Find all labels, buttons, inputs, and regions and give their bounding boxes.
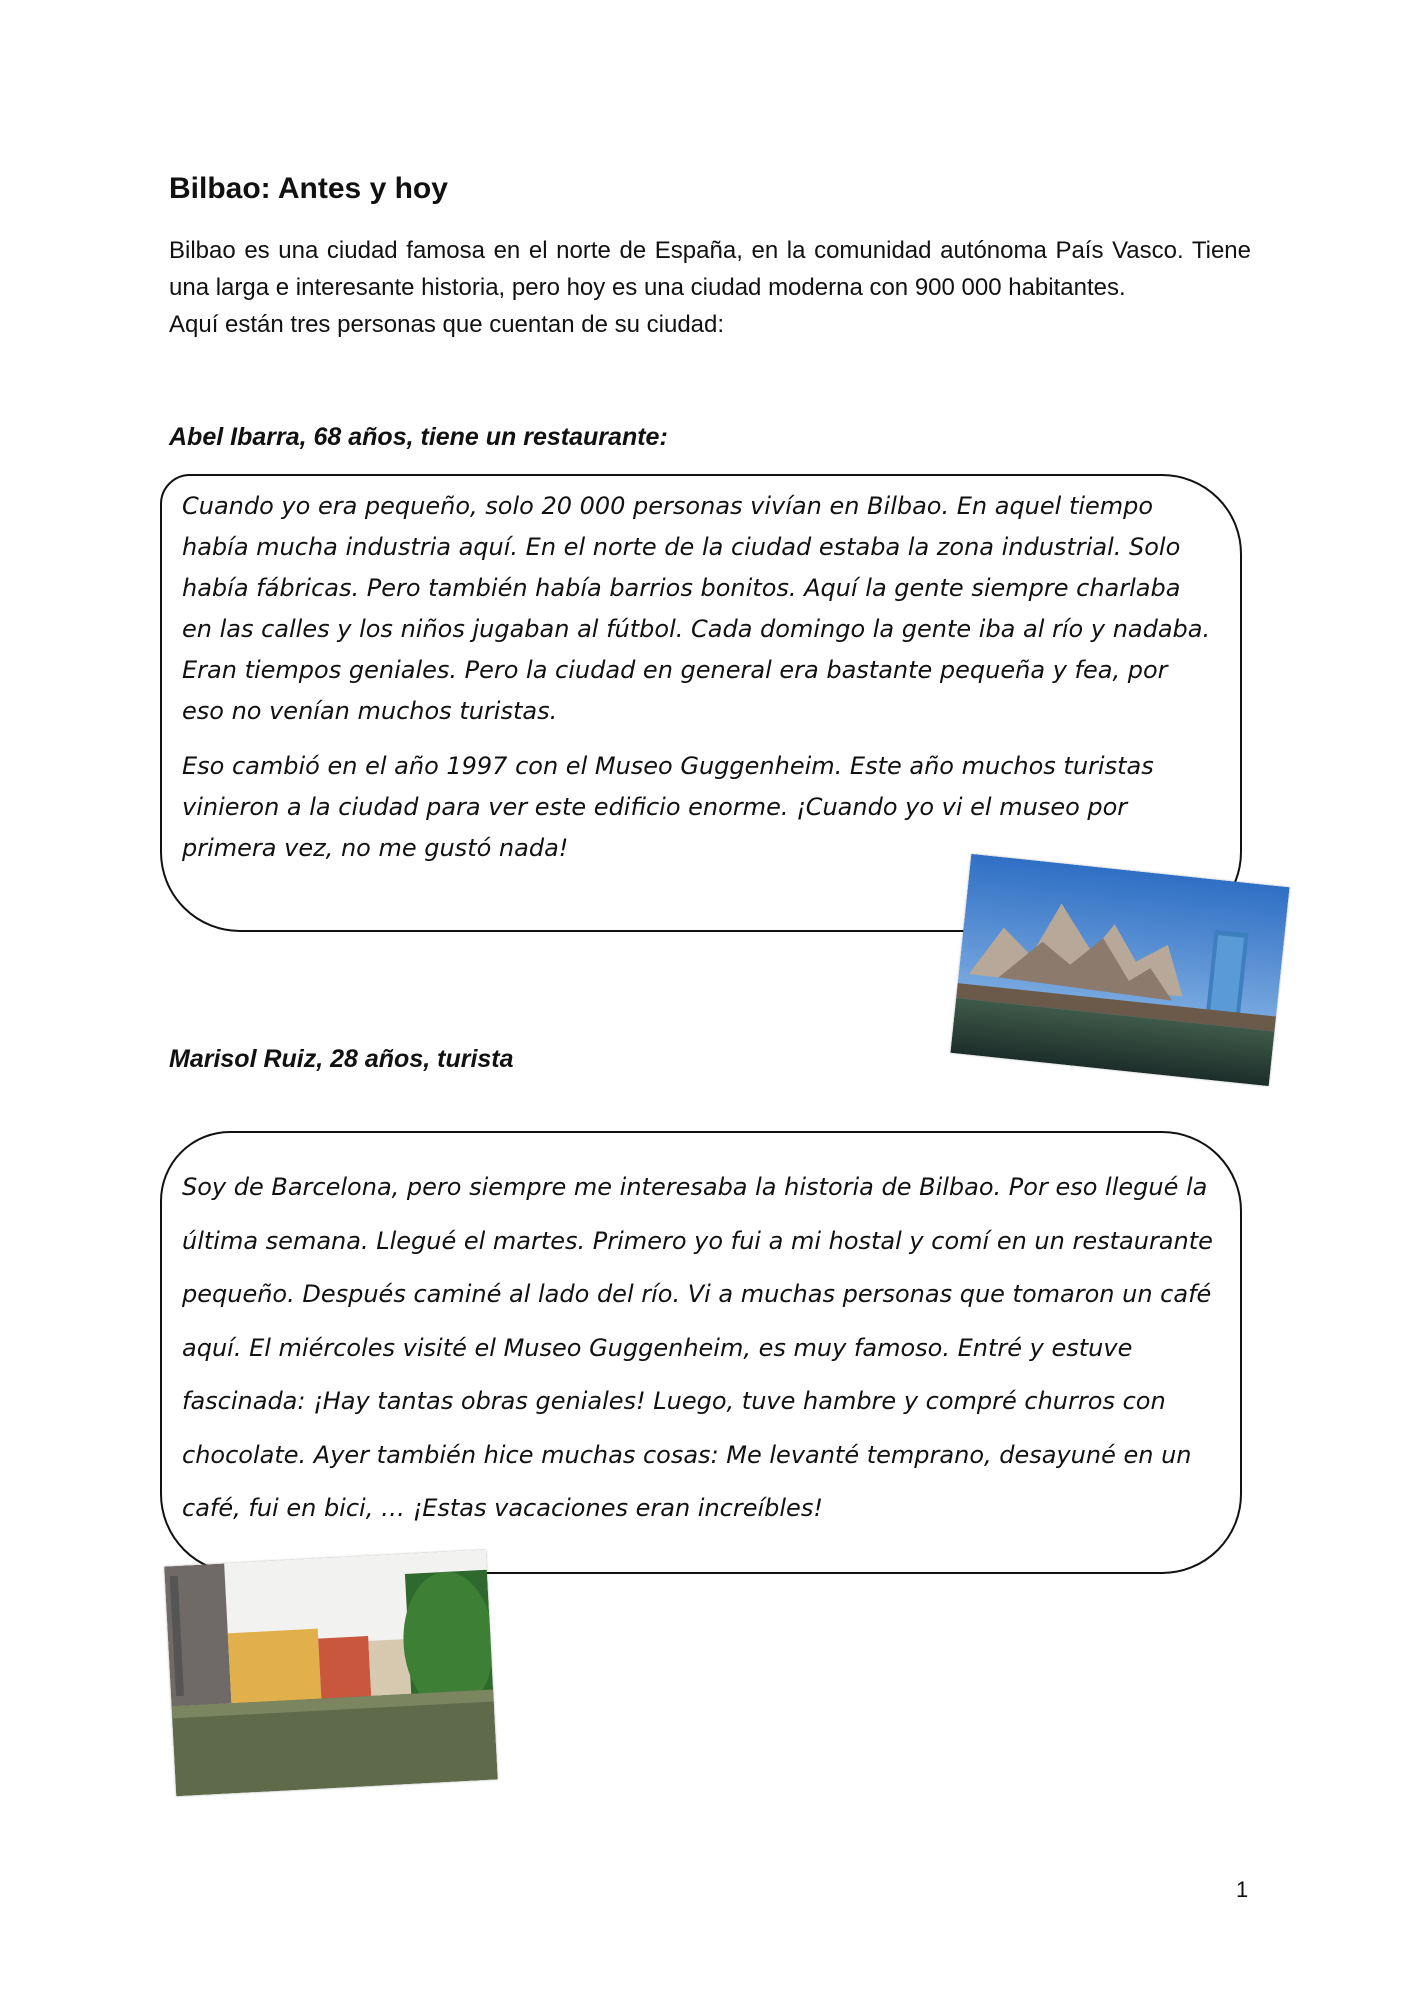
intro-lead: Aquí están tres personas que cuentan de su ciudad: <box>169 311 725 338</box>
page-title: Bilbao: Antes y hoy <box>169 172 448 205</box>
intro-text <box>169 232 1251 343</box>
speaker-label-abel: Abel Ibarra, 68 años, tiene un restaurante: <box>169 423 668 451</box>
speaker-label-marisol: Marisol Ruiz, 28 años, turista <box>169 1045 514 1073</box>
speech-paragraph: Eso cambió en el año 1997 con el Museo Guggenheim. Este año muchos turistas vinieron a la ciudad para ver este edificio enorme. ¡Cuando yo vi el museo por primera vez, no me gustó nada! <box>182 752 1154 862</box>
speech-bubble-marisol <box>160 1131 1242 1574</box>
speech-paragraph: Soy de Barcelona, pero siempre me interesaba la historia de Bilbao. Por eso llegué la última semana. Llegué el martes. Primero yo fui a mi hostal y comí en un restaurante pequeño. Después caminé al lado del río. Vi a muchas personas que tomaron un café aquí. El miércoles visité el Museo Guggenheim, es muy famoso. Entré y estuve fascinada: ¡Hay tantas obras geniales! Luego, tuve hambre y compré churros con chocolate. Ayer también hice muchas cosas: Me levanté temprano, desayuné en un café, fui en bici, … ¡Estas vacaciones eran increíbles! <box>182 1173 1213 1522</box>
intro-paragraph: Bilbao es una ciudad famosa en el norte de España, en la comunidad autónoma País Vasco. Tiene una larga e interesante historia, pero hoy es una ciudad moderna con 900 000 habitantes. <box>169 237 1251 301</box>
page-number: 1 <box>1236 1877 1249 1902</box>
speech-paragraph: Cuando yo era pequeño, solo 20 000 personas vivían en Bilbao. En aquel tiempo había mucha industria aquí. En el norte de la ciudad estaba la zona industrial. Solo había fábricas. Pero también había barrios bonitos. Aquí la gente siempre charlaba en las calles y los niños jugaban al fútbol. Cada domingo la gente iba al río y nadaba. Eran tiempos geniales. Pero la ciudad en general era bastante pequeña y fea, por eso no venían muchos turistas. <box>182 492 1211 725</box>
speech-bubble-abel <box>160 474 1242 932</box>
bilbao-river-photo <box>164 1550 498 1797</box>
speech-text <box>182 1161 1222 1536</box>
speech-text <box>182 486 1212 883</box>
guggenheim-museum-photo <box>950 854 1289 1086</box>
